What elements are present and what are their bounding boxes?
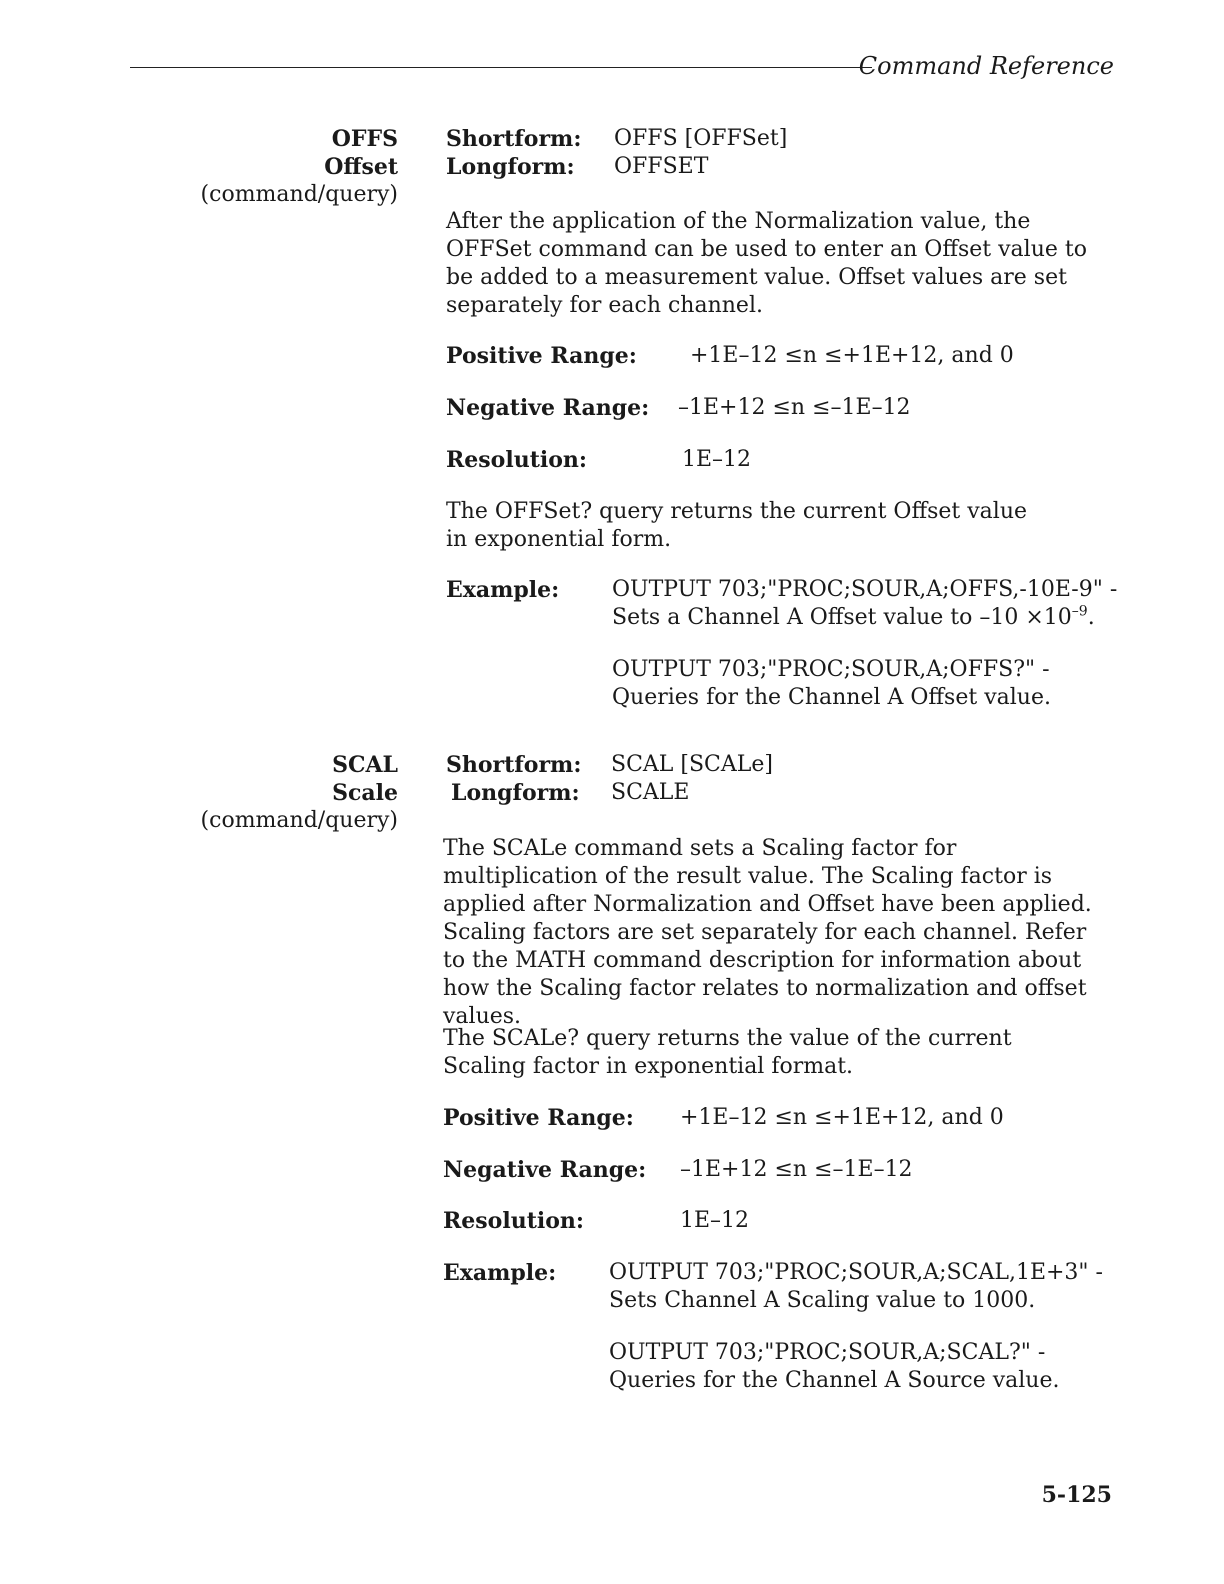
offs-negative-range-value: –1E+12 ≤n ≤–1E–12 [678, 395, 911, 420]
scal-resolution-label: Resolution: [443, 1208, 585, 1234]
scal-shortform-value: SCAL [SCALe] [611, 752, 773, 777]
offs-positive-range-label: Positive Range: [446, 343, 637, 369]
offs-shortform-label: Shortform: [446, 126, 582, 152]
scal-example1-command: OUTPUT 703;"PROC;SOUR,A;SCAL,1E+3" - [609, 1260, 1103, 1285]
offs-example2-description: Queries for the Channel A Offset value. [612, 685, 1051, 710]
offs-example1-desc-suffix: . [1087, 605, 1095, 630]
offs-example2-command: OUTPUT 703;"PROC;SOUR,A;OFFS?" - [612, 657, 1050, 682]
header-rule [130, 67, 872, 68]
offs-example-label: Example: [446, 577, 560, 603]
page-number: 5-125 [1041, 1482, 1112, 1508]
offs-type: (command/query) [200, 182, 398, 207]
offs-shortform-value: OFFS [OFFSet] [614, 126, 788, 151]
offs-longform-label: Longform: [446, 154, 575, 180]
scal-positive-range-value: +1E–12 ≤n ≤+1E+12, and 0 [680, 1105, 1004, 1130]
offs-mnemonic: OFFS [331, 126, 398, 152]
scal-resolution-value: 1E–12 [680, 1208, 750, 1233]
offs-entry-label [201, 125, 398, 209]
offs-longform-value: OFFSET [614, 154, 709, 179]
offs-negative-range-label: Negative Range: [446, 395, 650, 421]
offs-example1-desc-exponent: –9 [1071, 603, 1088, 620]
scal-name: Scale [332, 780, 398, 806]
scal-longform-value: SCALE [611, 780, 690, 805]
offs-example1-desc-prefix: Sets a Channel A Offset value to –10 ×10 [612, 605, 1072, 630]
offs-positive-range-value: +1E–12 ≤n ≤+1E+12, and 0 [690, 343, 1014, 368]
scal-example1-description: Sets Channel A Scaling value to 1000. [609, 1288, 1036, 1313]
offs-query-description: The OFFSet? query returns the current Offset value in exponential form. [446, 499, 1028, 552]
offs-description: After the application of the Normalization value, the OFFSet command can be used to enter an Offset value to be added to a measurement value. Offset values are set separately for each channel. [446, 209, 1087, 318]
offs-name: Offset [324, 154, 398, 180]
scal-entry-label [201, 751, 398, 835]
scal-example2-command: OUTPUT 703;"PROC;SOUR,A;SCAL?" - [609, 1340, 1046, 1365]
scal-longform-label: Longform: [451, 780, 580, 806]
scal-negative-range-label: Negative Range: [443, 1157, 647, 1183]
section-title: Command Reference [858, 52, 1114, 80]
offs-example1-description [612, 604, 1095, 632]
offs-resolution-value: 1E–12 [682, 447, 752, 472]
scal-query-description: The SCALe? query returns the value of the current Scaling factor in exponential format. [443, 1026, 1012, 1079]
scal-negative-range-value: –1E+12 ≤n ≤–1E–12 [680, 1157, 913, 1182]
scal-description: The SCALe command sets a Scaling factor for multiplication of the result value. The Scaling factor is applied after Normalization and Offset have been applied. Scaling factors are set separately for each channel. Refer to the MATH command description for information about how the Scaling factor relates to normalization and offset values. [443, 836, 1092, 1029]
offs-example1-command: OUTPUT 703;"PROC;SOUR,A;OFFS,-10E-9" - [612, 577, 1118, 602]
scal-mnemonic: SCAL [332, 752, 398, 778]
scal-example-label: Example: [443, 1260, 557, 1286]
scal-example2-description: Queries for the Channel A Source value. [609, 1368, 1060, 1393]
scal-type: (command/query) [200, 808, 398, 833]
offs-resolution-label: Resolution: [446, 447, 588, 473]
scal-positive-range-label: Positive Range: [443, 1105, 634, 1131]
scal-shortform-label: Shortform: [446, 752, 582, 778]
